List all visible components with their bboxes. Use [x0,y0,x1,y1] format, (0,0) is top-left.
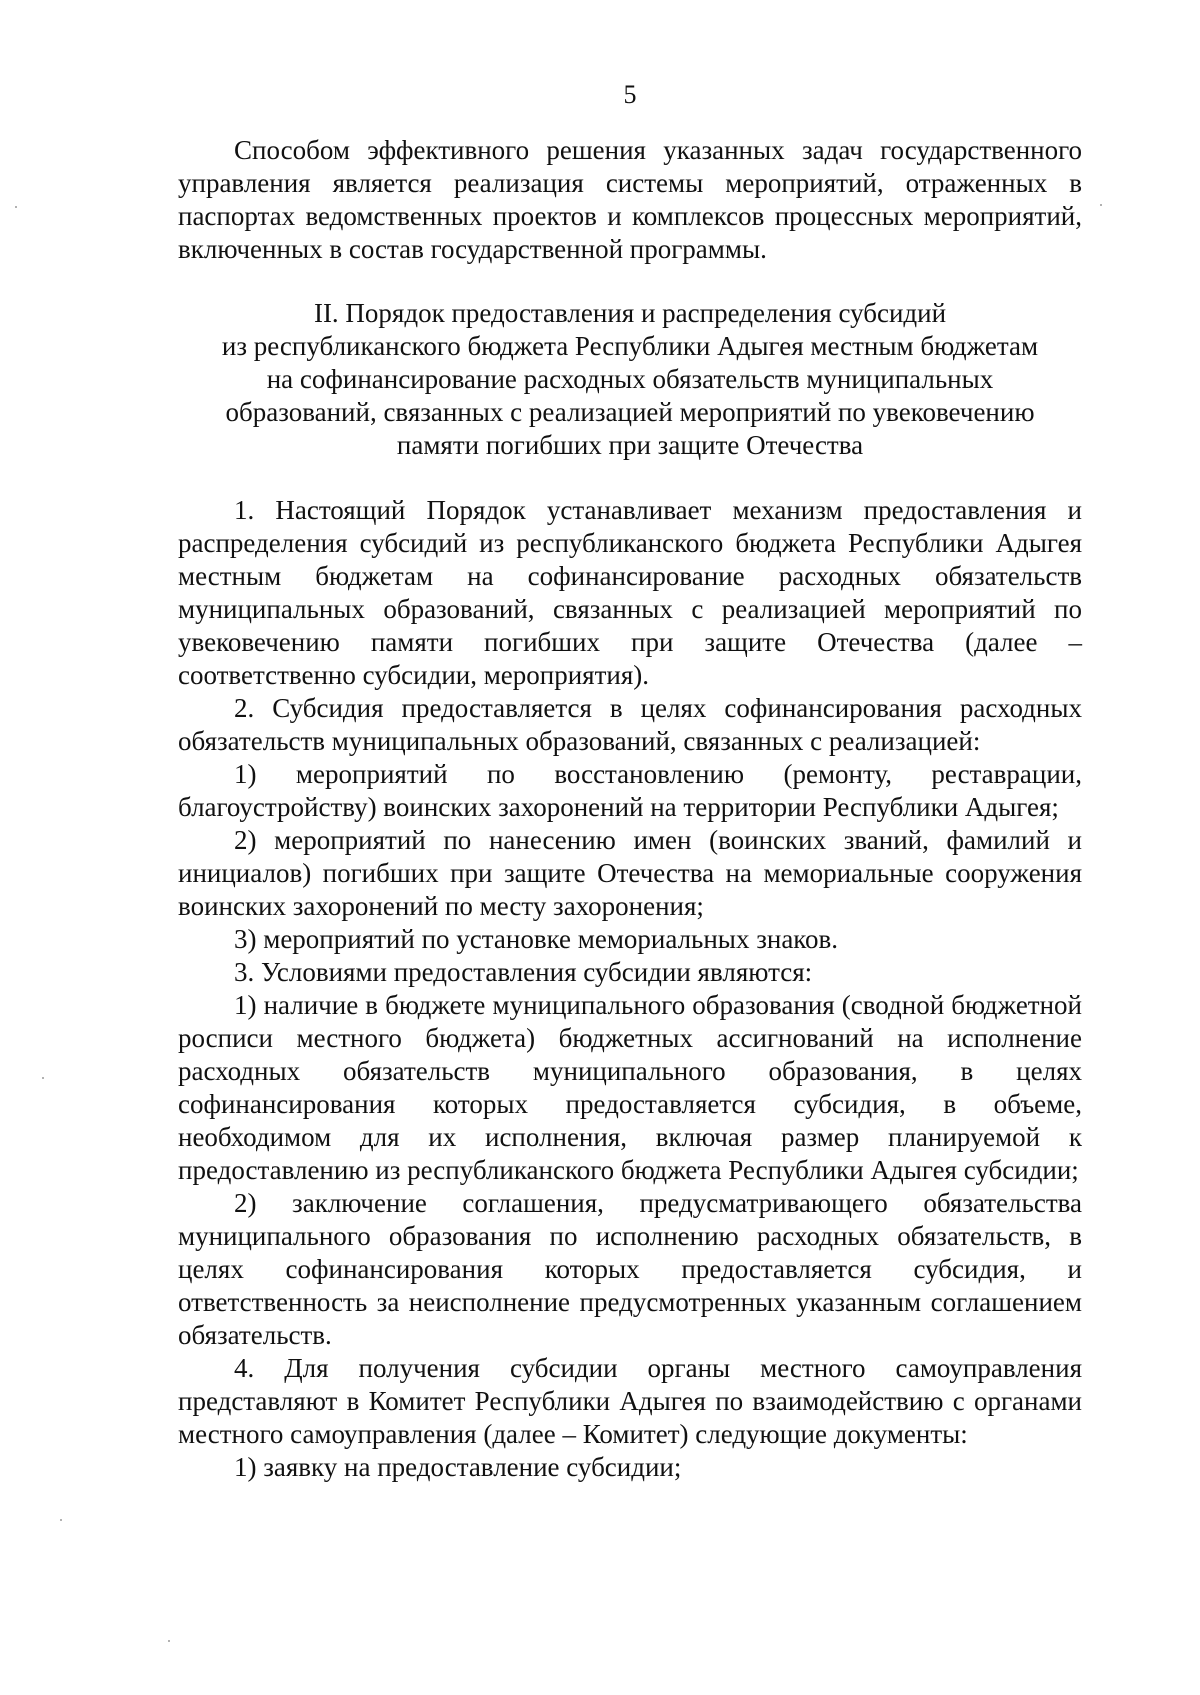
section-heading-line: на софинансирование расходных обязательств муниципальных [266,364,994,394]
scan-speck [1100,204,1102,206]
scan-speck [168,1640,170,1642]
paragraph-3: 3. Условиями предоставления субсидии являются: [234,957,813,987]
page-number: 5 [623,80,637,109]
scan-speck [15,206,17,208]
paragraph-4-item-1: 1) заявку на предоставление субсидии; [234,1452,682,1482]
section-heading [178,297,1082,462]
scan-speck [60,1519,62,1521]
paragraph-2-item-2: 2) мероприятий по нанесению имен (воинских званий, фамилий и инициалов) погибших при защите Отечества на мемориальные сооружения воинских захоронений по месту захоронения; [178,825,1082,921]
section-heading-line: II. Порядок предоставления и распределения субсидий [313,298,947,328]
section-heading-line: памяти погибших при защите Отечества [396,430,864,460]
paragraph-2-item-3: 3) мероприятий по установке мемориальных знаков. [234,924,839,954]
paragraph-2: 2. Субсидия предоставляется в целях софинансирования расходных обязательств муниципальных образований, связанных с реализацией: [178,693,1082,756]
section-heading-line: образований, связанных с реализацией мероприятий по увековечению [225,397,1035,427]
scan-speck [42,1077,44,1079]
paragraph-4: 4. Для получения субсидии органы местного самоуправления представляют в Комитет Республики Адыгея по взаимодействию с органами местного самоуправления (далее – Комитет) следующие документы: [178,1353,1082,1449]
paragraph-3-item-2: 2) заключение соглашения, предусматривающего обязательства муниципального образования по исполнению расходных обязательств, в целях софинансирования которых предоставляется субсидия, и ответственность за неисполнение предусмотренных указанным соглашением обязательств. [178,1188,1082,1350]
body-section [178,494,1082,1484]
section-heading-line: из республиканского бюджета Республики Адыгея местным бюджетам [221,331,1039,361]
paragraph-1: 1. Настоящий Порядок устанавливает механизм предоставления и распределения субсидий из республиканского бюджета Республики Адыгея местным бюджетам на софинансирование расходных обязательств муниципальных образований, связанных с реализацией мероприятий по увековечению памяти погибших при защите Отечества (далее – соответственно субсидии, мероприятия). [178,495,1082,690]
intro-section [178,134,1082,266]
intro-paragraph: Способом эффективного решения указанных задач государственного управления является реализация системы мероприятий, отраженных в паспортах ведомственных проектов и комплексов процессных мероприятий, включенных в состав государственной программы. [178,135,1082,264]
paragraph-3-item-1: 1) наличие в бюджете муниципального образования (сводной бюджетной росписи местного бюджета) бюджетных ассигнований на исполнение расходных обязательств муниципального образования, в целях софинансирования которых предоставляется субсидия, в объеме, необходимом для их исполнения, включая размер планируемой к предоставлению из республиканского бюджета Республики Адыгея субсидии; [178,990,1082,1185]
paragraph-2-item-1: 1) мероприятий по восстановлению (ремонту, реставрации, благоустройству) воинских захоронений на территории Республики Адыгея; [178,759,1082,822]
